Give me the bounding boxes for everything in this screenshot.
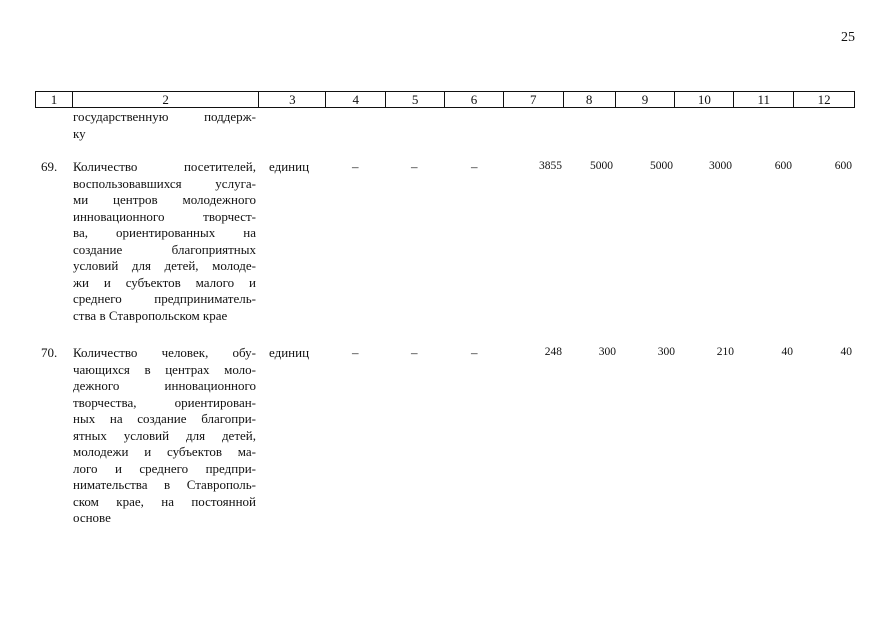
continuation-line: ку bbox=[73, 125, 86, 141]
description-line: ных на создание благопри- bbox=[73, 411, 256, 426]
row-69-unit: единиц bbox=[269, 159, 310, 174]
description-line: лого и среднего предпри- bbox=[73, 460, 256, 476]
description-line: ятных условий для детей, bbox=[73, 427, 256, 443]
description-line: среднего предприниматель- bbox=[73, 291, 256, 306]
row-70-col-9: 300 bbox=[657, 346, 675, 358]
table-header-row bbox=[35, 91, 855, 108]
description-line: творчества, ориентирован- bbox=[73, 394, 256, 410]
row-69-col-6: – bbox=[471, 159, 478, 174]
row-70-unit: единиц bbox=[269, 345, 310, 360]
description-line: Количество посетителей, bbox=[73, 159, 256, 174]
description-line: чающихся в центрах моло- bbox=[73, 361, 256, 377]
row-70-col-12: 40 bbox=[840, 346, 852, 358]
row-69-description bbox=[73, 159, 256, 324]
header-col-10: 10 bbox=[675, 92, 734, 107]
description-line: молодежи и субъектов ма- bbox=[73, 444, 256, 459]
row-70-col-7: 248 bbox=[544, 346, 562, 358]
row-69-col-7: 3855 bbox=[539, 160, 562, 172]
header-col-12: 12 bbox=[817, 92, 831, 107]
description-line: ства в Ставропольском крае bbox=[73, 307, 228, 323]
continuation-line: государственную поддерж- bbox=[73, 109, 256, 124]
header-col-1: 1 bbox=[36, 92, 73, 107]
row-69-col-4: – bbox=[352, 159, 359, 174]
header-col-8: 8 bbox=[564, 92, 616, 107]
description-line: нимательства в Ставрополь- bbox=[73, 477, 256, 492]
description-line: условий для детей, молоде- bbox=[73, 258, 256, 273]
description-line: ми центров молодежного bbox=[73, 192, 256, 207]
header-col-9: 9 bbox=[616, 92, 676, 107]
header-col-3: 3 bbox=[259, 92, 326, 107]
row-69-col-5: – bbox=[411, 159, 418, 174]
header-col-11: 11 bbox=[734, 92, 794, 107]
description-line: ва, ориентированных на bbox=[73, 225, 256, 240]
row-69-col-10: 3000 bbox=[709, 160, 732, 172]
row-70-col-11: 40 bbox=[781, 346, 793, 358]
header-col-7: 7 bbox=[504, 92, 564, 107]
description-line: воспользовавшихся услуга- bbox=[73, 175, 256, 191]
row-69-col-9: 5000 bbox=[650, 160, 673, 172]
row-70-col-8: 300 bbox=[598, 346, 616, 358]
row-70-col-4: – bbox=[352, 345, 359, 360]
description-line: дежного инновационного bbox=[73, 378, 256, 393]
description-line: Количество человек, обу- bbox=[73, 345, 256, 360]
row-69-number: 69. bbox=[41, 159, 58, 174]
row-70-number: 70. bbox=[41, 345, 58, 360]
header-col-4: 4 bbox=[326, 92, 386, 107]
page-number: 25 bbox=[841, 30, 855, 45]
row-70-col-6: – bbox=[471, 345, 478, 360]
description-line: основе bbox=[73, 510, 111, 525]
header-col-5: 5 bbox=[386, 92, 445, 107]
description-line: жи и субъектов малого и bbox=[73, 274, 256, 290]
description-line: инновационного творчест- bbox=[73, 208, 256, 224]
row-69-col-12: 600 bbox=[834, 160, 852, 172]
description-line: создание благоприятных bbox=[73, 241, 256, 257]
header-col-6: 6 bbox=[445, 92, 504, 107]
description-line: ском крае, на постоянной bbox=[73, 493, 256, 509]
row-70-description bbox=[73, 345, 256, 527]
continuation-text bbox=[73, 109, 256, 142]
row-70-col-5: – bbox=[411, 345, 418, 360]
row-69-col-8: 5000 bbox=[590, 160, 613, 172]
row-69-col-11: 600 bbox=[774, 160, 792, 172]
header-col-2: 2 bbox=[73, 92, 260, 107]
row-70-col-10: 210 bbox=[716, 346, 734, 358]
